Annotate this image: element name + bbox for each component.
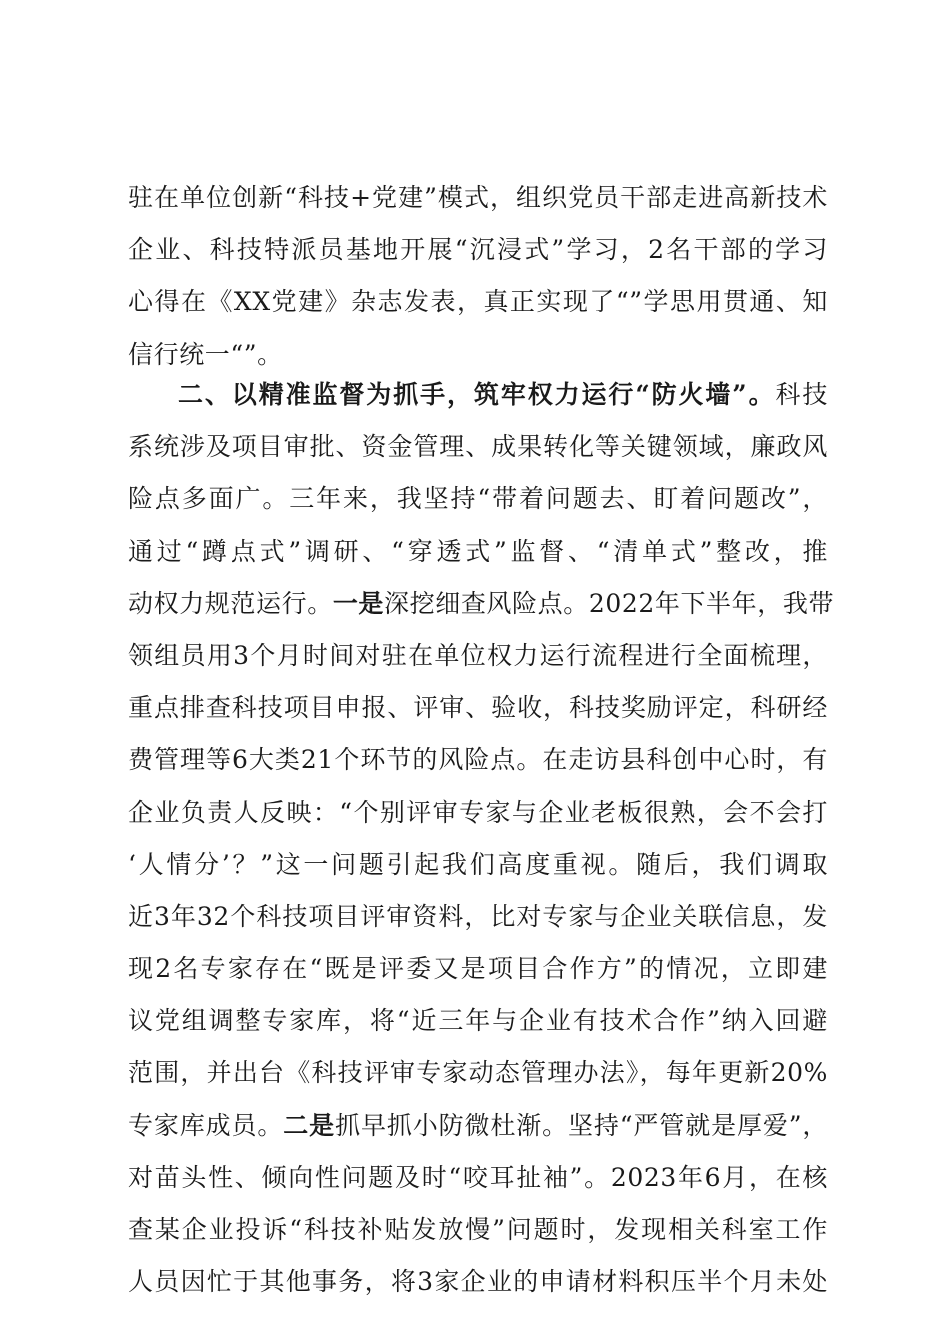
paragraph-line: 人员因忙于其他事务，将3家企业的申请材料积压半个月未处 xyxy=(128,1267,828,1297)
paragraph-line: 企业负责人反映：“个别评审专家与企业老板很熟，会不会打 xyxy=(128,797,828,827)
line-text: 抓早抓小防微杜渐。坚持“严管就是厚爱”， xyxy=(335,1110,828,1140)
paragraph-line: 重点排查科技项目申报、评审、验收，科技奖励评定，科研经 xyxy=(128,693,828,723)
paragraph-line-with-marker xyxy=(128,1100,828,1152)
paragraph-line: 查某企业投诉“科技补贴发放慢”问题时，发现相关科室工作 xyxy=(128,1215,828,1244)
paragraph-line: 系统涉及项目审批、资金管理、成果转化等关键领域，廉政风 xyxy=(128,432,828,462)
paragraph-line: 范围，并出台《科技评审专家动态管理办法》，每年更新20% xyxy=(128,1058,828,1088)
paragraph-line: 信行统一“”。 xyxy=(128,339,283,369)
paragraph-line: 现2名专家存在“既是评委又是项目合作方”的情况，立即建 xyxy=(128,954,828,984)
section-heading: 二、以精准监督为抓手，筑牢权力运行“防火墙”。 xyxy=(178,380,776,409)
paragraph-line: 企业、科技特派员基地开展“沉浸式”学习，2名干部的学习 xyxy=(128,235,828,265)
paragraph-line: 近3年32个科技项目评审资料，比对专家与企业关联信息，发 xyxy=(128,901,828,931)
paragraph-line: 通过“蹲点式”调研、“穿透式”监督、“清单式”整改，推 xyxy=(128,536,828,566)
paragraph-first-line xyxy=(128,369,828,421)
line-text: 深挖细查风险点。2022年下半年，我带 xyxy=(384,588,835,618)
paragraph-line: 驻在单位创新“科技+党建”模式，组织党员干部走进高新技术 xyxy=(128,183,828,212)
paragraph-line: 领组员用3个月时间对驻在单位权力运行流程进行全面梳理， xyxy=(128,640,828,670)
paragraph-line: 议党组调整专家库，将“近三年与企业有技术合作”纳入回避 xyxy=(128,1006,828,1036)
paragraph-line: 险点多面广。三年来，我坚持“带着问题去、盯着问题改”， xyxy=(128,484,828,514)
point-marker-2: 二是 xyxy=(283,1110,336,1140)
paragraph-line: 对苗头性、倾向性问题及时“咬耳扯袖”。2023年6月，在核 xyxy=(128,1162,828,1192)
paragraph-1 xyxy=(128,172,828,381)
line-text: 动权力规范运行。 xyxy=(128,588,333,618)
heading-tail-text: 科技 xyxy=(775,380,829,409)
paragraph-line: 费管理等6大类21个环节的风险点。在走访县科创中心时，有 xyxy=(128,745,828,775)
point-marker-1: 一是 xyxy=(332,588,385,618)
paragraph-line-with-marker xyxy=(128,578,835,630)
paragraph-2 xyxy=(128,369,835,1308)
paragraph-line: 心得在《XX党建》杂志发表，真正实现了“”学思用贯通、知 xyxy=(128,287,828,317)
paragraph-line: ‘人情分’？”这一问题引起我们高度重视。随后，我们调取 xyxy=(128,849,828,879)
line-text: 专家库成员。 xyxy=(128,1110,284,1140)
